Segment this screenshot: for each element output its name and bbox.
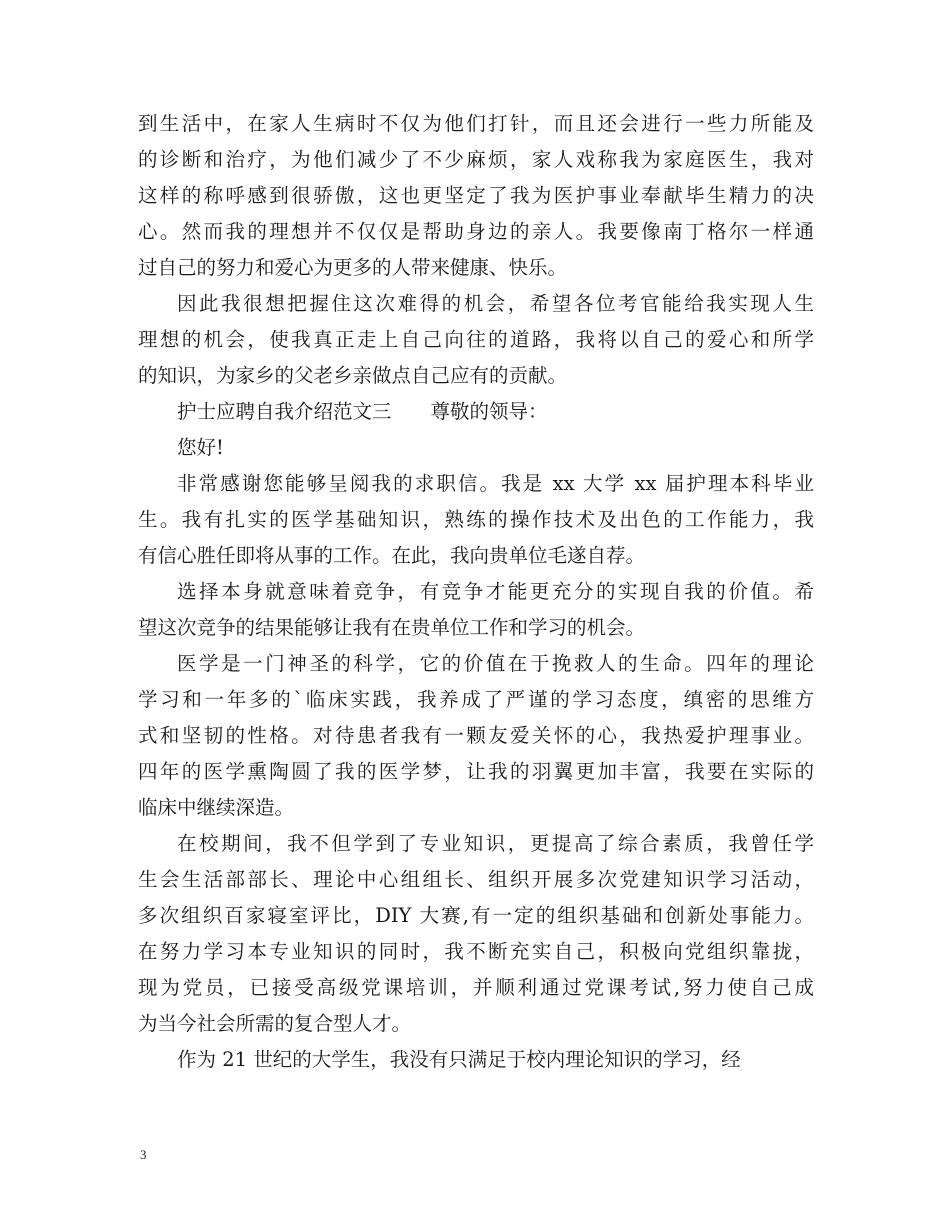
text-line: 生会生活部部长、理论中心组组长、组织开展多次党建知识学习活动， [138, 868, 814, 891]
page-number: 3 [140, 1147, 147, 1162]
text-line: 为当今社会所需的复合型人才。 [138, 1012, 412, 1035]
text-line: 学习和一年多的`临床实践，我养成了严谨的学习态度，缜密的思维方 [138, 688, 814, 711]
text-line: 望这次竞争的结果能够让我有在贵单位工作和学习的机会。 [138, 616, 646, 639]
text-line: 因此我很想把握住这次难得的机会，希望各位考官能给我实现人生 [177, 292, 814, 315]
text-line: 医学是一门神圣的科学，它的价值在于挽救人的生命。四年的理论 [177, 652, 814, 675]
text-line: 理想的机会，使我真正走上自己向往的道路，我将以自己的爱心和所学 [138, 328, 814, 351]
paragraph [138, 286, 814, 394]
paragraph [138, 430, 814, 466]
paragraph [138, 394, 814, 430]
text-line: 选择本身就意味着竞争，有竞争才能更充分的实现自我的价值。希 [177, 580, 814, 603]
paragraph [138, 106, 814, 286]
text-line: 作为 21 世纪的大学生，我没有只满足于校内理论知识的学习，经 [177, 1048, 741, 1071]
text-line: 有信心胜任即将从事的工作。在此，我向贵单位毛遂自荐。 [138, 544, 646, 567]
text-line: 四年的医学熏陶圆了我的医学梦，让我的羽翼更加丰富，我要在实际的 [138, 760, 814, 783]
text-line: 现为党员，已接受高级党课培训，并顺利通过党课考试,努力使自己成 [138, 976, 814, 999]
text-line: 心。然而我的理想并不仅仅是帮助身边的亲人。我要像南丁格尔一样通 [138, 220, 814, 243]
text-line: 在努力学习本专业知识的同时，我不断充实自己，积极向党组织靠拢， [138, 940, 814, 963]
text-line: 这样的称呼感到很骄傲，这也更坚定了我为医护事业奉献毕生精力的决 [138, 184, 814, 207]
text-line: 生。我有扎实的医学基础知识，熟练的操作技术及出色的工作能力，我 [138, 508, 814, 531]
text-line: 的知识，为家乡的父老乡亲做点自己应有的贡献。 [138, 364, 568, 387]
text-line: 多次组织百家寝室评比，DIY 大赛,有一定的组织基础和创新处事能力。 [138, 904, 814, 927]
paragraph [138, 646, 814, 826]
paragraph [138, 466, 814, 574]
text-line: 式和坚韧的性格。对待患者我有一颗友爱关怀的心，我热爱护理事业。 [138, 724, 814, 747]
text-line: 到生活中，在家人生病时不仅为他们打针，而且还会进行一些力所能及 [138, 112, 814, 135]
text-line: 您好! [177, 436, 224, 459]
text-line: 临床中继续深造。 [138, 796, 295, 819]
text-line: 的诊断和治疗，为他们减少了不少麻烦，家人戏称我为家庭医生，我对 [138, 148, 814, 171]
paragraph [138, 1042, 814, 1078]
document-body [138, 106, 814, 1078]
text-line: 护士应聘自我介绍范文三 尊敬的领导： [177, 400, 548, 423]
text-line: 过自己的努力和爱心为更多的人带来健康、快乐。 [138, 256, 568, 279]
paragraph [138, 574, 814, 646]
text-line: 在校期间，我不但学到了专业知识，更提高了综合素质，我曾任学 [177, 832, 814, 855]
paragraph [138, 826, 814, 1042]
text-line: 非常感谢您能够呈阅我的求职信。我是 xx 大学 xx 届护理本科毕业 [177, 472, 814, 495]
